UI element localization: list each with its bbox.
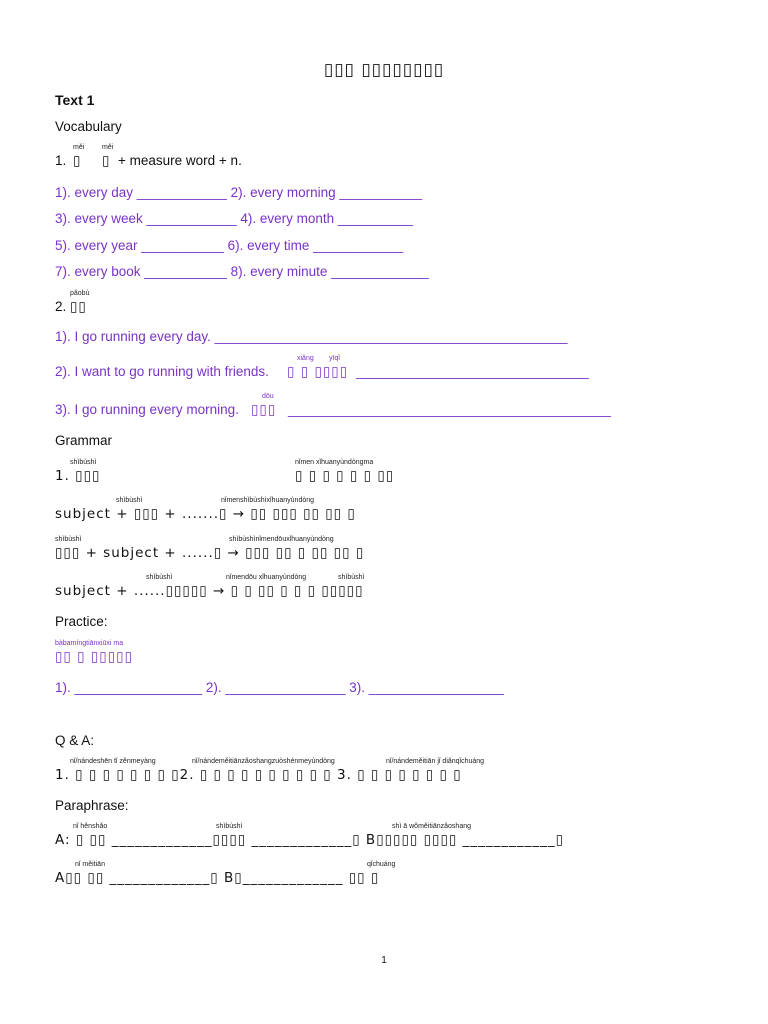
grammar-4-pattern: subject + ......▯▯▯▯▯ → ▯ ▯ ▯▯ ▯ ▯ ▯ ▯▯▯▯▯ xyxy=(55,583,364,599)
paraphrase-2-pinyin-a: nǐ měitiān xyxy=(75,861,105,868)
practice-sentence: ▯▯ ▯ ▯▯▯▯▯ xyxy=(55,649,134,665)
running-sentence-2-blank: _______________________________ xyxy=(356,364,589,379)
qa-questions: 1. ▯ ▯ ▯ ▯ ▯ ▯ ▯ ▯2. ▯ ▯ ▯ ▯ ▯ ▯ ▯ ▯ ▯ ▯ 3. ▯ ▯ ▯ ▯ ▯ ▯ ▯ ▯ xyxy=(55,767,462,783)
pinyin-mei-1: měi xyxy=(73,144,85,151)
grammar-2-pinyin-b: nǐmenshìbùshìxǐhuanyùndòng xyxy=(221,497,315,504)
vocab-exercise-line: 7). every book ___________ 8). every minute _____________ xyxy=(55,264,429,279)
vocab-item-2-number: 2. xyxy=(55,299,67,314)
paraphrase-2-pinyin-b: qǐchuáng xyxy=(367,861,396,868)
qa-heading: Q & A: xyxy=(55,733,95,748)
running-sentence-1: 1). I go running every day. _______________________________________________ xyxy=(55,329,568,344)
grammar-3-pinyin-b: shìbùshìnǐmendōuxǐhuanyùndòng xyxy=(229,536,334,543)
paraphrase-1-pinyin-a: nǐ hěnshǎo xyxy=(73,823,108,830)
grammar-4-pinyin-c: shìbùshì xyxy=(338,574,365,581)
pinyin-mei-2: měi xyxy=(102,144,114,151)
paraphrase-1-pinyin-c: shì ā wǒměitiānzǎoshang xyxy=(392,823,471,830)
paraphrase-dialogue-1: A: ▯ ▯▯ _____________▯▯▯▯ _____________▯ B▯▯▯▯▯ ▯▯▯▯ ____________▯ xyxy=(55,832,565,848)
running-sentence-3-blank: ___________________________________________ xyxy=(288,402,611,417)
practice-blanks: 1). _________________ 2). ________________ 3). __________________ xyxy=(55,680,504,695)
paraphrase-heading: Paraphrase: xyxy=(55,798,129,813)
grammar-1-pinyin-a: shìbùshì xyxy=(70,459,97,466)
grammar-3-pinyin-a: shìbùshì xyxy=(55,536,82,543)
grammar-2-pinyin-a: shìbùshì xyxy=(116,497,143,504)
grammar-4-pinyin-a: shìbùshì xyxy=(146,574,173,581)
grammar-2-pattern: subject + ▯▯▯ + .......▯ → ▯▯ ▯▯▯ ▯▯ ▯▯ ▯ xyxy=(55,506,356,522)
grammar-3-pattern: ▯▯▯ + subject + ......▯ → ▯▯▯ ▯▯ ▯ ▯▯ ▯▯ ▯ xyxy=(55,545,365,561)
vocab-item-1-char-a: ▯ xyxy=(73,153,82,169)
grammar-heading: Grammar xyxy=(55,433,112,448)
grammar-1-chars-b: ▯ ▯ ▯ ▯ ▯ ▯ ▯▯ xyxy=(295,468,395,484)
running-sentence-3: 3). I go running every morning. xyxy=(55,402,239,417)
vocab-item-1-rest: + measure word + n. xyxy=(118,153,242,168)
pinyin-yiqi: yīqǐ xyxy=(329,355,340,362)
vocab-exercise-line: 3). every week ____________ 4). every month __________ xyxy=(55,211,414,226)
qa-pinyin-2: nǐ/nándeměitiānzǎoshangzuòshénmeyùndòng xyxy=(192,758,335,765)
grammar-1-chars-a: 1. ▯▯▯ xyxy=(55,468,101,484)
text-heading: Text 1 xyxy=(55,92,95,108)
grammar-4-pinyin-b: nǐmendōu xǐhuanyùndòng xyxy=(226,574,307,581)
vocab-item-1-number: 1. xyxy=(55,153,67,168)
practice-pinyin: bàbamíngtiānxiūxi ma xyxy=(55,640,124,647)
page-title: ▯▯▯ ▯▯▯▯▯▯▯▯ xyxy=(323,60,445,80)
running-sentence-3-chars: ▯▯▯ xyxy=(251,402,277,418)
vocab-item-2-chars: ▯▯ xyxy=(70,299,87,315)
pinyin-xiang: xiǎng xyxy=(297,355,314,362)
page-number: 1 xyxy=(381,955,387,966)
vocab-item-1-char-b: ▯ xyxy=(102,153,111,169)
practice-heading: Practice: xyxy=(55,614,108,629)
vocab-exercise-line: 5). every year ___________ 6). every time ____________ xyxy=(55,238,404,253)
vocab-exercise-line: 1). every day ____________ 2). every morning ___________ xyxy=(55,185,423,200)
pinyin-dou: dōu xyxy=(262,393,274,400)
vocabulary-heading: Vocabulary xyxy=(55,119,122,134)
paraphrase-dialogue-2: A▯▯ ▯▯ _____________▯ B▯_____________ ▯▯ ▯ xyxy=(55,870,380,886)
grammar-1-pinyin-b: nǐmen xǐhuanyùndòngma xyxy=(295,459,374,466)
running-sentence-2: 2). I want to go running with friends. xyxy=(55,364,269,379)
pinyin-paobu: pǎobù xyxy=(70,290,90,297)
qa-pinyin-1: nǐ/nándeshēn tǐ zěnmeyàng xyxy=(70,758,156,765)
running-sentence-2-chars: ▯ ▯ ▯▯▯▯ xyxy=(287,364,349,380)
qa-pinyin-3: nǐ/nándeměitiān jǐ diǎnqǐchuáng xyxy=(386,758,485,765)
paraphrase-1-pinyin-b: shìbùshì xyxy=(216,823,243,830)
